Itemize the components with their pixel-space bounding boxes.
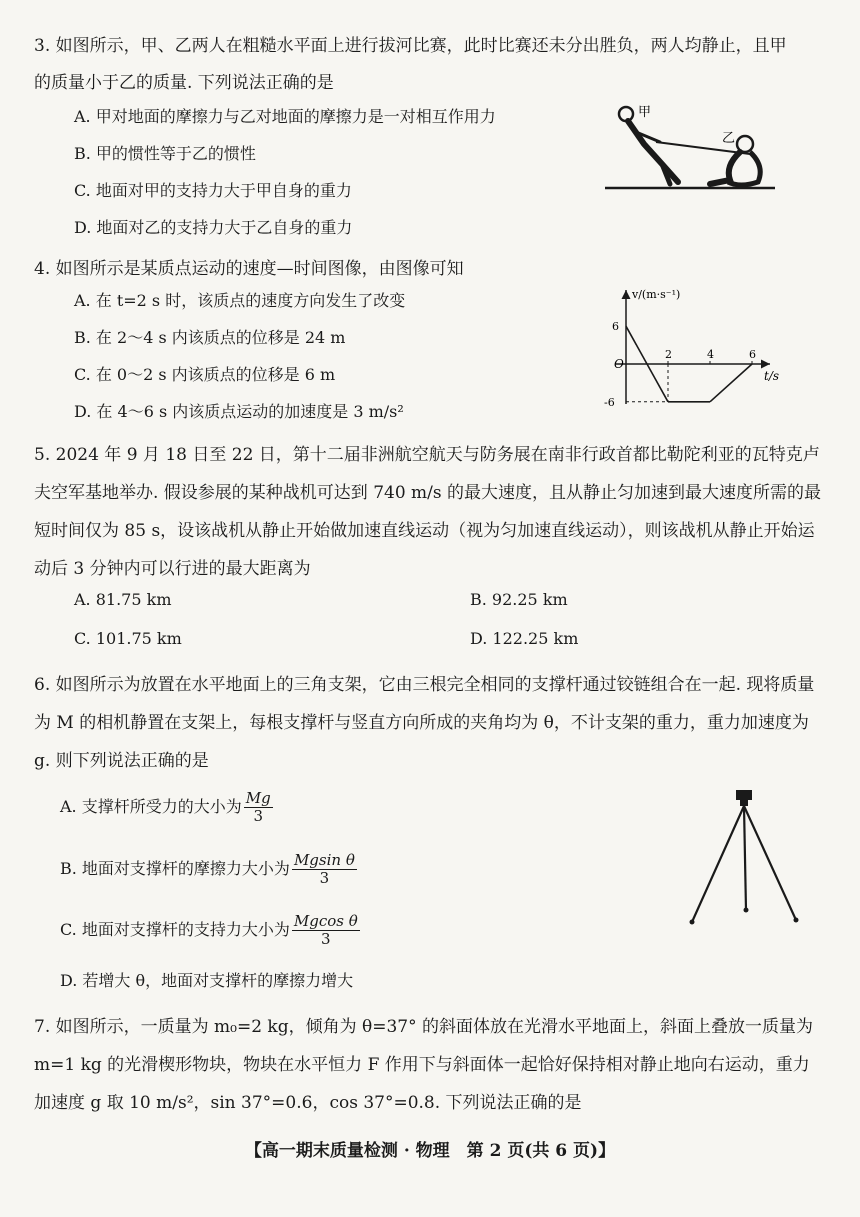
fraction-denominator: 3 — [253, 807, 263, 825]
q4-option-a: A. 在 t=2 s 时，该质点的速度方向发生了改变 — [74, 291, 406, 310]
y-tick-label: 6 — [612, 320, 619, 334]
x-tick-label: 4 — [707, 348, 714, 361]
question-3-stem: 3. 如图所示，甲、乙两人在粗糙水平面上进行拔河比赛，此时比赛还未分出胜负，两人均静止，且甲的质量小于乙的质量. 下列说法正确的是 — [34, 36, 787, 93]
question-5-stem: 5. 2024 年 9 月 18 日至 22 日，第十二届非洲航空航天与防务展在南非行政首都比勒陀利亚的瓦特克卢夫空军基地举办. 假设参展的某种战机可达到 740 m/s 的最大速度，且从静止匀加速到最大速度所需的最短时间仅为 85 s，设该战机从静止开始做加速直线运动（视为匀加速直线运动），则该战机从静止开始运动后 3 分钟内可以行进的最大距离为 — [34, 445, 822, 579]
q6-option-b — [60, 852, 357, 887]
question-3 — [34, 28, 794, 102]
q3-option-b: B. 甲的惯性等于乙的惯性 — [74, 144, 256, 163]
question-7 — [34, 1008, 824, 1122]
x-tick-label: 2 — [665, 348, 672, 361]
q5-option-d: D. 122.25 km — [470, 629, 579, 648]
q3-option-d: D. 地面对乙的支持力大于乙自身的重力 — [74, 218, 353, 237]
velocity-time-chart — [598, 282, 798, 410]
question-4-stem: 4. 如图所示是某质点运动的速度—时间图像，由图像可知 — [34, 259, 464, 279]
q6-option-a — [60, 790, 273, 825]
q4-option-b: B. 在 2～4 s 内该质点的位移是 24 m — [74, 328, 346, 347]
fraction-denominator: 3 — [319, 869, 330, 887]
fraction — [292, 852, 357, 887]
tug-of-war-figure — [600, 96, 780, 196]
fraction — [244, 790, 273, 825]
question-6-stem: 6. 如图所示为放置在水平地面上的三角支架，它由三根完全相同的支撑杆通过铰链组合在一起. 现将质量为 M 的相机静置在支架上，每根支撑杆与竖直方向所成的夹角均为 θ，不计支架的重力，重力加速度为 g. 则下列说法正确的是 — [34, 675, 815, 771]
page-footer: 【高一期末质量检测 · 物理 第 2 页(共 6 页)】 — [244, 1141, 616, 1161]
q6-option-a-text: A. 支撑杆所受力的大小为 — [60, 797, 242, 816]
question-7-stem: 7. 如图所示，一质量为 m₀=2 kg，倾角为 θ=37° 的斜面体放在光滑水平地面上，斜面上叠放一质量为 m=1 kg 的光滑楔形物块，物块在水平恒力 F 作用下与斜面体一起恰好保持相对静止地向右运动，重力加速度 g 取 10 m/s²，sin 37°=0.6，cos 37°=0.8. 下列说法正确的是 — [34, 1017, 814, 1113]
q6-option-c-text: C. 地面对支撑杆的支持力大小为 — [60, 920, 290, 939]
origin-label: O — [614, 357, 624, 371]
y-tick-label: -6 — [604, 395, 615, 409]
q6-option-c — [60, 913, 360, 948]
q5-option-a: A. 81.75 km — [74, 590, 172, 609]
tripod-figure — [680, 784, 810, 929]
q3-option-c: C. 地面对甲的支持力大于甲自身的重力 — [74, 181, 352, 200]
q6-option-b-text: B. 地面对支撑杆的摩擦力大小为 — [60, 859, 290, 878]
series-line-segment — [710, 364, 752, 402]
q5-option-b: B. 92.25 km — [470, 590, 568, 609]
question-6 — [34, 666, 824, 780]
x-axis-label: t/s — [764, 369, 780, 383]
fraction — [292, 913, 360, 948]
q4-option-d: D. 在 4～6 s 内该质点运动的加速度是 3 m/s² — [74, 402, 404, 421]
q5-option-c: C. 101.75 km — [74, 629, 182, 648]
figure-label-jia: 甲 — [638, 105, 652, 120]
y-axis-label: v/(m·s⁻¹) — [632, 288, 681, 301]
fraction-denominator: 3 — [321, 930, 331, 948]
x-tick-label: 6 — [749, 348, 756, 361]
fraction-numerator: Mg — [245, 789, 271, 807]
fraction-numerator: Mgcos θ — [293, 912, 358, 930]
fraction-numerator: Mgsin θ — [293, 851, 355, 869]
q4-option-c: C. 在 0～2 s 内该质点的位移是 6 m — [74, 365, 336, 384]
question-5 — [34, 436, 824, 588]
q6-option-d: D. 若增大 θ，地面对支撑杆的摩擦力增大 — [60, 971, 354, 990]
figure-label-yi: 乙 — [722, 131, 736, 146]
q3-option-a: A. 甲对地面的摩擦力与乙对地面的摩擦力是一对相互作用力 — [74, 107, 496, 126]
